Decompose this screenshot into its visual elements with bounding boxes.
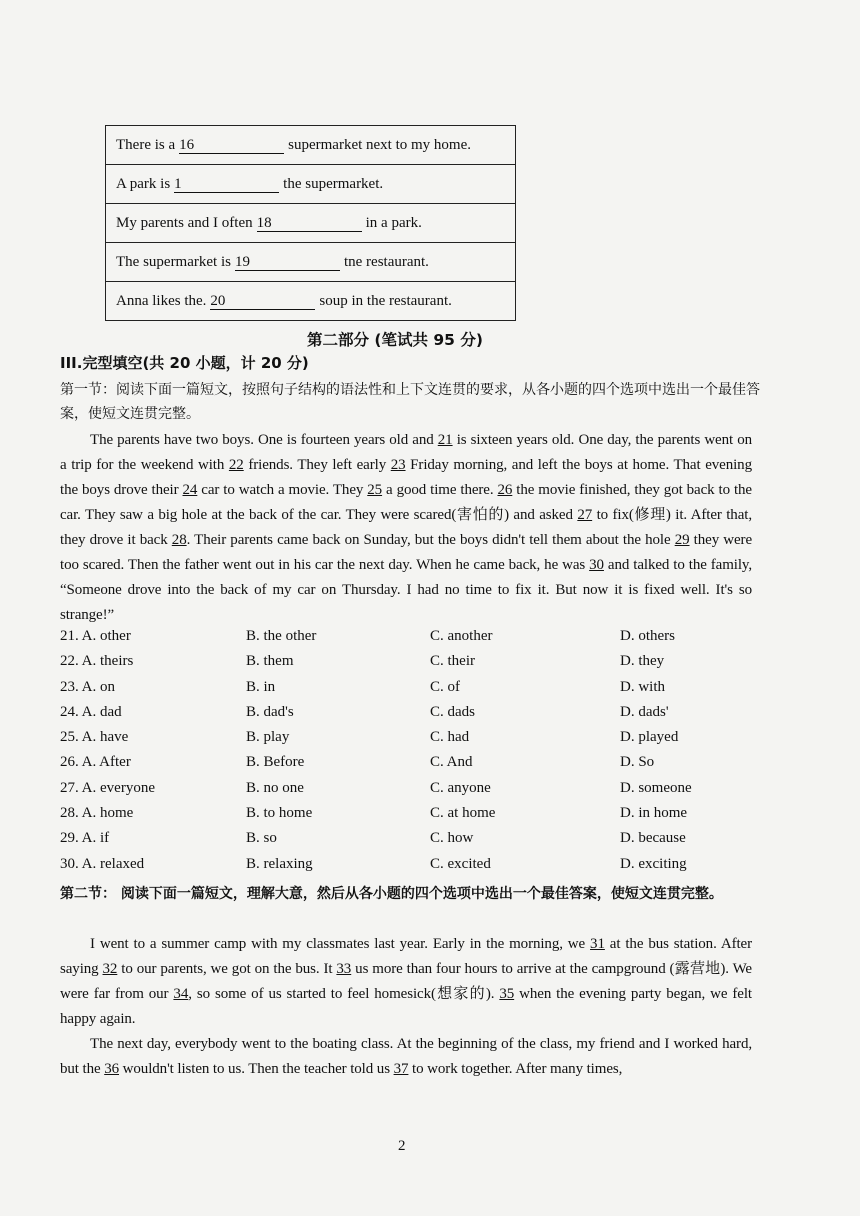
blank-32: 32 [102, 961, 118, 977]
blank-17: 1 [174, 176, 279, 193]
passage-2 [60, 932, 752, 1082]
blank-18: 18 [257, 215, 362, 232]
passage-2-paragraph-1: I went to a summer camp with my classmates last year. Early in the morning, we 31 at the bus station. After saying 32 to our parents, we got on the bus. It 33 us more than four hours to arrive at the campground (露营地). We were far from our 34, so some of us started to feel homesick(想家的). 35 when the evening party began, we felt happy again. [60, 936, 752, 1027]
option-row-23: 23. A. on B. in C. of D. with [60, 678, 665, 695]
blank-21: 21 [437, 432, 453, 448]
blank-36: 36 [104, 1061, 120, 1077]
table-row: The supermarket is 19 tne restaurant. [106, 243, 516, 282]
passage-1-paragraph: The parents have two boys. One is fourteen years old and 21 is sixteen years old. One day, the parents went on a trip for the weekend with 22 friends. They left early 23 Friday morning, and left the boys at home. That evening the boys drove their 24 car to watch a movie. They 25 a good time there. 26 the movie finished, they got back to the car. They saw a big hole at the back of the car. They were scared(害怕的) and asked 27 to fix(修理) it. After that, they drove it back 28. Their parents came back on Sunday, but the boys didn't tell them about the hole 29 they were too scared. Then the father went out in his car the next day. When he came back, he was 30 and talked to the family, “Someone drove into the back of my car on Thursday. I had no time to fix it. But now it is fixed well. It's so strange!” [60, 432, 753, 623]
blank-26: 26 [497, 482, 513, 498]
table-row: There is a 16 supermarket next to my home. [106, 126, 516, 165]
fill-in-table [105, 125, 516, 321]
blank-35: 35 [499, 986, 515, 1002]
blank-16: 16 [179, 137, 284, 154]
option-row-22: 22. A. theirs B. them C. their D. they [60, 653, 665, 670]
table-row: A park is 1 the supermarket. [106, 165, 516, 204]
option-row-26: 26. A. After B. Before C. And D. So [60, 754, 655, 771]
option-row-28: 28. A. home B. to home C. at home D. in home [60, 805, 688, 822]
option-row-30: 30. A. relaxed B. relaxing C. excited D. exciting [60, 855, 687, 872]
answer-options [60, 628, 760, 881]
blank-19: 19 [235, 254, 340, 271]
blank-25: 25 [367, 482, 383, 498]
section2-instruction: 第二节： 阅读下面一篇短文，理解大意，然后从各小题的四个选项中选出一个最佳答案，使短文连贯完整。 [60, 886, 723, 902]
option-row-21: 21. A. other B. the other C. another D. others [60, 628, 675, 644]
blank-37: 37 [393, 1061, 409, 1077]
blank-27: 27 [577, 507, 593, 523]
page-number: 2 [398, 1138, 406, 1154]
option-row-29: 29. A. if B. so C. how D. because [60, 830, 686, 847]
blank-22: 22 [228, 457, 244, 473]
blank-29: 29 [674, 532, 690, 548]
option-row-24: 24. A. dad B. dad's C. dads D. dads' [60, 703, 669, 720]
section-title: III.完型填空(共 20 小题，计 20 分) [60, 354, 309, 372]
passage-2-paragraph-2: The next day, everybody went to the boating class. At the beginning of the class, my friend and I worked hard, but the 36 wouldn't listen to us. Then the teacher told us 37 to work together. After many times, [60, 1036, 752, 1077]
blank-31: 31 [590, 936, 605, 952]
option-row-25: 25. A. have B. play C. had D. played [60, 729, 679, 746]
blank-33: 33 [336, 961, 352, 977]
blank-23: 23 [390, 457, 406, 473]
blank-30: 30 [589, 557, 604, 573]
option-row-27: 27. A. everyone B. no one C. anyone D. someone [60, 779, 692, 796]
part-title: 第二部分 (笔试共 95 分) [307, 331, 483, 349]
blank-24: 24 [182, 482, 198, 498]
section1-instruction: 第一节：阅读下面一篇短文，按照句子结构的语法性和上下文连贯的要求，从各小题的四个选项中选出一个最佳答案，使短文连贯完整。 [60, 382, 760, 422]
passage-1 [60, 428, 752, 628]
table-row: My parents and I often 18 in a park. [106, 204, 516, 243]
table-row: Anna likes the. 20 soup in the restaurant. [106, 282, 516, 321]
blank-34: 34 [173, 986, 189, 1002]
blank-28: 28 [171, 532, 187, 548]
blank-20: 20 [210, 293, 315, 310]
